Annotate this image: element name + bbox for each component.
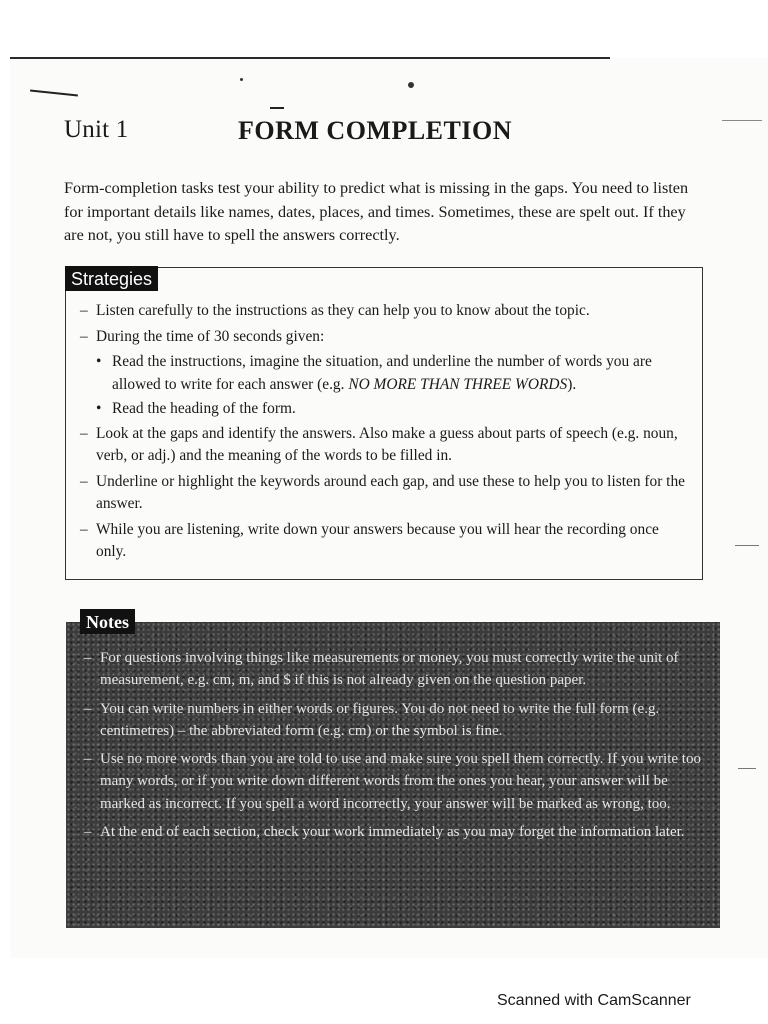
note-text: For questions involving things like measurements or money, you must correctly write the unit of measurement, e.g. cm, m, and $ if this is not already given on the question paper. — [100, 650, 679, 689]
notes-list — [84, 647, 704, 849]
dash-marker: – — [84, 824, 92, 841]
strategy-item — [80, 300, 686, 323]
strategy-text: While you are listening, write down your answers because you will hear the recording once only. — [96, 520, 659, 560]
scan-mark — [735, 545, 759, 546]
note-item — [84, 748, 704, 815]
page-top-edge — [10, 57, 610, 59]
scanner-watermark: Scanned with CamScanner — [497, 992, 691, 1009]
note-item — [84, 647, 704, 692]
sub-item-emphasis: NO MORE THAN THREE WORDS — [348, 375, 568, 393]
sub-item-text: Read the heading of the form. — [112, 400, 296, 417]
strategies-list — [80, 300, 686, 567]
strategy-text: Look at the gaps and identify the answers. Also make a guess about parts of speech (e.g. noun, verb, or adj.) and the meaning of the words to be filled in. — [96, 424, 678, 464]
note-text: Use no more words than you are told to use and make sure you spell them correctly. If you write too many words, or if you write down different words from the ones you hear, your answer will be marked as incorrect. If you spell a word incorrectly, your answer will be marked as wrong, too. — [100, 751, 701, 812]
dash-marker: – — [80, 520, 88, 538]
strategy-item — [80, 423, 686, 468]
bullet-icon: • — [96, 400, 102, 417]
dash-marker: – — [84, 700, 92, 717]
strategy-item — [80, 471, 686, 516]
sub-item-tail: ). — [567, 375, 577, 393]
bullet-icon: • — [96, 353, 102, 370]
note-text: At the end of each section, check your work immediately as you may forget the information later. — [100, 824, 685, 841]
strategy-text: Listen carefully to the instructions as they can help you to know about the topic. — [96, 302, 590, 319]
strategies-heading: Strategies — [65, 266, 158, 291]
sub-item-text: Read the instructions, imagine the situation, and underline the number of words you are allowed to write for each answer (e.g. — [112, 353, 652, 393]
dash-marker: – — [80, 472, 88, 490]
dash-marker: – — [80, 424, 88, 442]
strategy-text: During the time of 30 seconds given: — [96, 327, 325, 345]
note-text: You can write numbers in either words or figures. You do not need to write the full form (e.g. centimetres) – the abbreviated form (e.g. cm) or the symbol is fine. — [100, 700, 660, 739]
scan-mark — [722, 120, 762, 121]
scan-mark — [270, 107, 284, 109]
note-item — [84, 698, 704, 743]
dash-marker: – — [84, 650, 92, 666]
scan-speck — [408, 82, 414, 88]
note-item — [84, 821, 704, 843]
dash-marker: – — [80, 302, 88, 319]
strategy-sub-item — [80, 351, 686, 396]
notes-heading: Notes — [80, 609, 135, 634]
page-title: FORM COMPLETION — [238, 116, 512, 145]
strategy-sub-item — [80, 398, 686, 421]
dash-marker: – — [84, 751, 92, 768]
dash-marker: – — [80, 327, 88, 345]
strategy-text: Underline or highlight the keywords around each gap, and use these to help you to listen for the answer. — [96, 472, 685, 512]
scan-speck — [240, 78, 243, 81]
strategy-item — [80, 519, 686, 564]
intro-paragraph: Form-completion tasks test your ability to predict what is missing in the gaps. You need to listen for important details like names, dates, places, and times. Sometimes, these are spelt out. If they are not, you still have to spell the answers correctly. — [64, 179, 689, 244]
strategy-item — [80, 326, 686, 349]
unit-label: Unit 1 — [64, 116, 129, 143]
scan-mark — [738, 768, 756, 769]
